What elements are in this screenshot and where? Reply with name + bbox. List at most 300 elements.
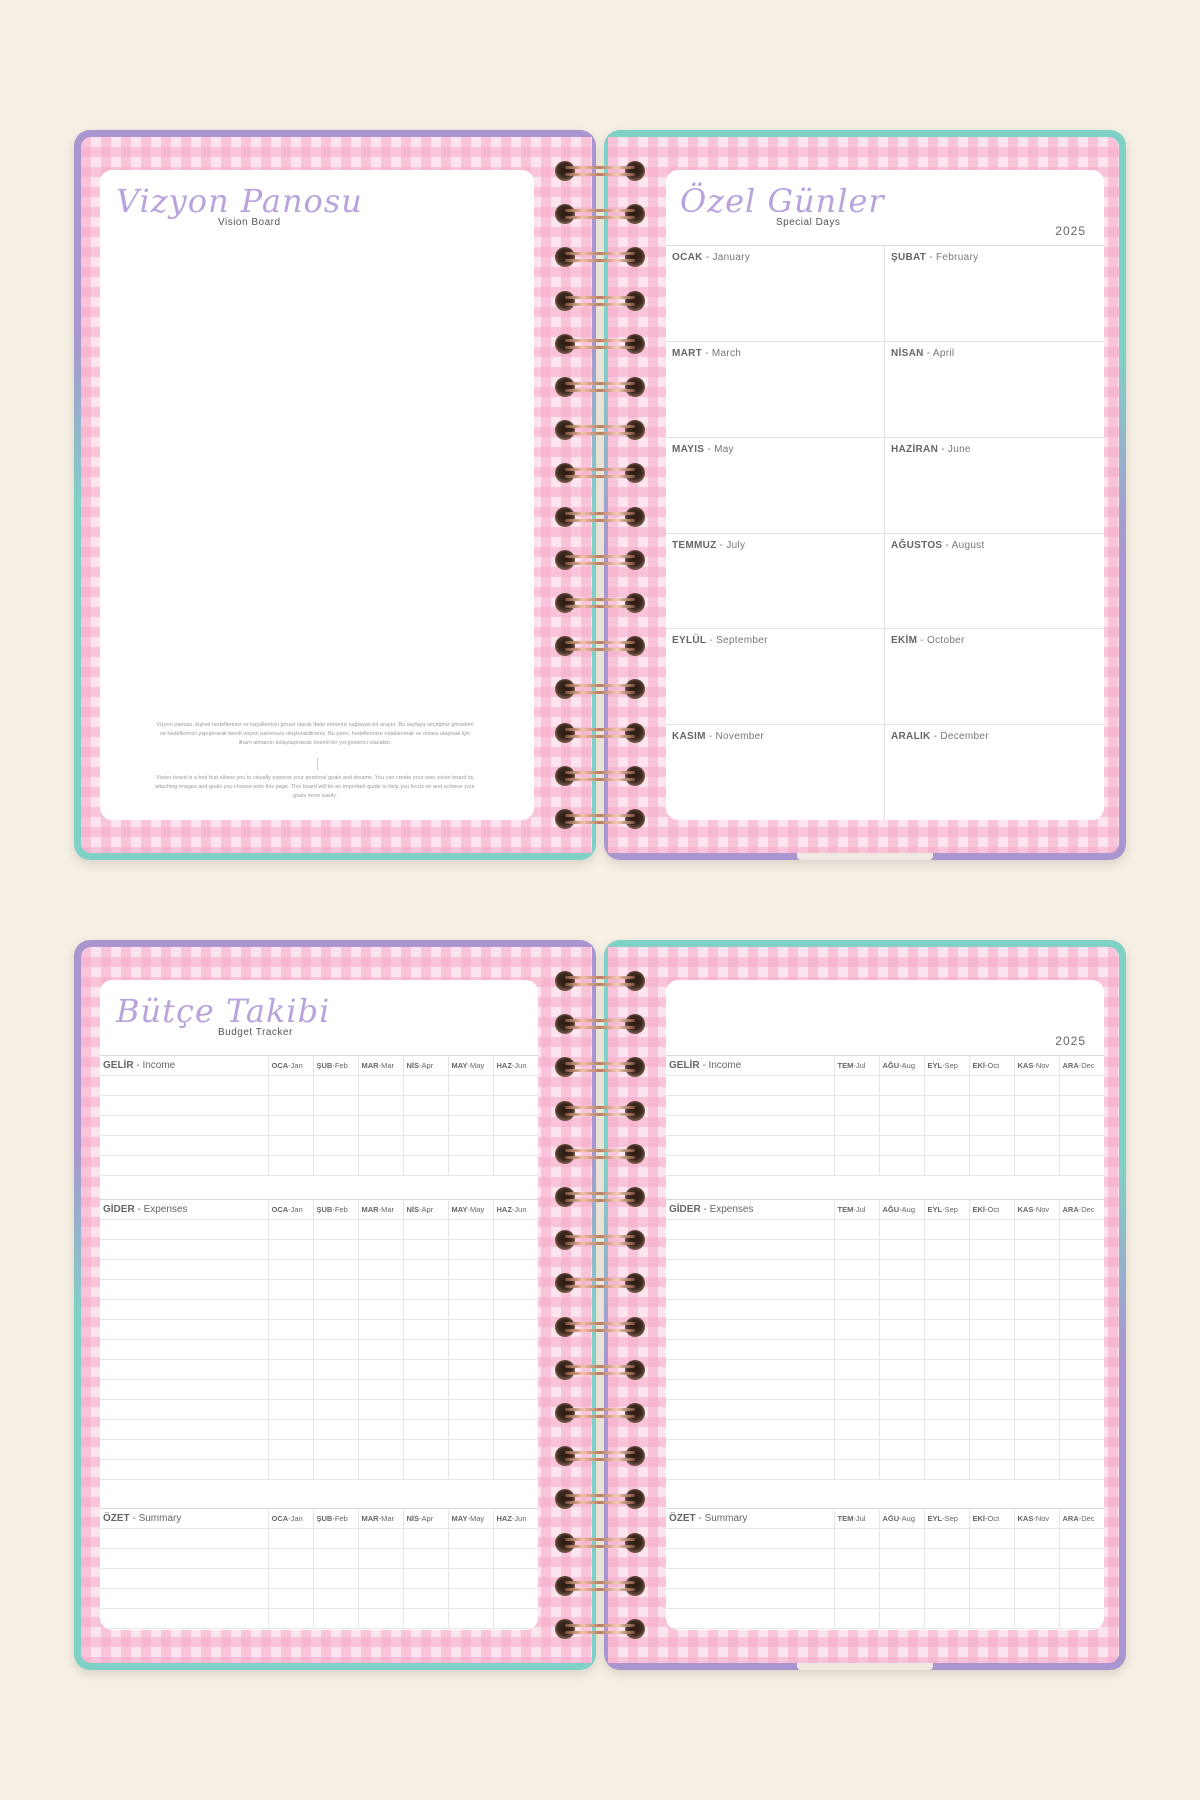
amount-cell[interactable]: [493, 1460, 538, 1480]
amount-cell[interactable]: [969, 1380, 1014, 1400]
amount-cell[interactable]: [313, 1300, 358, 1320]
amount-cell[interactable]: [969, 1360, 1014, 1380]
amount-cell[interactable]: [1059, 1400, 1104, 1420]
amount-cell[interactable]: [969, 1320, 1014, 1340]
amount-cell[interactable]: [879, 1440, 924, 1460]
entry-label-cell[interactable]: [100, 1300, 268, 1320]
amount-cell[interactable]: [268, 1569, 313, 1589]
amount-cell[interactable]: [493, 1589, 538, 1609]
amount-cell[interactable]: [834, 1320, 879, 1340]
amount-cell[interactable]: [448, 1360, 493, 1380]
amount-cell[interactable]: [1014, 1076, 1059, 1096]
amount-cell[interactable]: [268, 1280, 313, 1300]
amount-cell[interactable]: [969, 1440, 1014, 1460]
amount-cell[interactable]: [924, 1609, 969, 1629]
amount-cell[interactable]: [313, 1589, 358, 1609]
amount-cell[interactable]: [403, 1549, 448, 1569]
amount-cell[interactable]: [358, 1380, 403, 1400]
entry-label-cell[interactable]: [666, 1380, 834, 1400]
amount-cell[interactable]: [403, 1589, 448, 1609]
amount-cell[interactable]: [1059, 1529, 1104, 1549]
amount-cell[interactable]: [969, 1156, 1014, 1176]
amount-cell[interactable]: [403, 1300, 448, 1320]
amount-cell[interactable]: [493, 1240, 538, 1260]
amount-cell[interactable]: [879, 1569, 924, 1589]
amount-cell[interactable]: [1014, 1096, 1059, 1116]
amount-cell[interactable]: [358, 1569, 403, 1589]
amount-cell[interactable]: [493, 1260, 538, 1280]
amount-cell[interactable]: [969, 1609, 1014, 1629]
amount-cell[interactable]: [1014, 1340, 1059, 1360]
amount-cell[interactable]: [268, 1116, 313, 1136]
amount-cell[interactable]: [1014, 1549, 1059, 1569]
month-cell-december[interactable]: ARALIK - December: [885, 725, 1104, 820]
amount-cell[interactable]: [1059, 1420, 1104, 1440]
amount-cell[interactable]: [403, 1460, 448, 1480]
amount-cell[interactable]: [268, 1549, 313, 1569]
amount-cell[interactable]: [313, 1136, 358, 1156]
entry-label-cell[interactable]: [666, 1569, 834, 1589]
amount-cell[interactable]: [924, 1589, 969, 1609]
amount-cell[interactable]: [834, 1156, 879, 1176]
amount-cell[interactable]: [403, 1260, 448, 1280]
entry-label-cell[interactable]: [666, 1156, 834, 1176]
amount-cell[interactable]: [924, 1380, 969, 1400]
amount-cell[interactable]: [493, 1116, 538, 1136]
amount-cell[interactable]: [268, 1320, 313, 1340]
amount-cell[interactable]: [493, 1549, 538, 1569]
amount-cell[interactable]: [834, 1300, 879, 1320]
amount-cell[interactable]: [313, 1529, 358, 1549]
amount-cell[interactable]: [313, 1340, 358, 1360]
amount-cell[interactable]: [448, 1076, 493, 1096]
amount-cell[interactable]: [1014, 1569, 1059, 1589]
entry-label-cell[interactable]: [666, 1220, 834, 1240]
amount-cell[interactable]: [403, 1320, 448, 1340]
month-cell-august[interactable]: AĞUSTOS - August: [885, 534, 1104, 630]
amount-cell[interactable]: [834, 1589, 879, 1609]
amount-cell[interactable]: [1014, 1320, 1059, 1340]
amount-cell[interactable]: [1059, 1136, 1104, 1156]
amount-cell[interactable]: [448, 1320, 493, 1340]
amount-cell[interactable]: [879, 1609, 924, 1629]
amount-cell[interactable]: [268, 1420, 313, 1440]
amount-cell[interactable]: [448, 1609, 493, 1629]
amount-cell[interactable]: [448, 1589, 493, 1609]
amount-cell[interactable]: [313, 1280, 358, 1300]
amount-cell[interactable]: [834, 1116, 879, 1136]
amount-cell[interactable]: [358, 1076, 403, 1096]
amount-cell[interactable]: [1014, 1589, 1059, 1609]
amount-cell[interactable]: [358, 1400, 403, 1420]
entry-label-cell[interactable]: [100, 1076, 268, 1096]
entry-label-cell[interactable]: [666, 1549, 834, 1569]
entry-label-cell[interactable]: [100, 1589, 268, 1609]
amount-cell[interactable]: [1059, 1260, 1104, 1280]
amount-cell[interactable]: [268, 1220, 313, 1240]
amount-cell[interactable]: [268, 1096, 313, 1116]
amount-cell[interactable]: [448, 1340, 493, 1360]
amount-cell[interactable]: [358, 1320, 403, 1340]
amount-cell[interactable]: [313, 1360, 358, 1380]
entry-label-cell[interactable]: [666, 1440, 834, 1460]
amount-cell[interactable]: [1059, 1609, 1104, 1629]
amount-cell[interactable]: [924, 1420, 969, 1440]
amount-cell[interactable]: [879, 1116, 924, 1136]
amount-cell[interactable]: [358, 1609, 403, 1629]
amount-cell[interactable]: [358, 1340, 403, 1360]
amount-cell[interactable]: [268, 1156, 313, 1176]
amount-cell[interactable]: [403, 1280, 448, 1300]
entry-label-cell[interactable]: [666, 1116, 834, 1136]
amount-cell[interactable]: [448, 1280, 493, 1300]
amount-cell[interactable]: [313, 1400, 358, 1420]
amount-cell[interactable]: [969, 1460, 1014, 1480]
amount-cell[interactable]: [358, 1300, 403, 1320]
amount-cell[interactable]: [834, 1460, 879, 1480]
amount-cell[interactable]: [448, 1380, 493, 1400]
entry-label-cell[interactable]: [666, 1136, 834, 1156]
amount-cell[interactable]: [403, 1440, 448, 1460]
amount-cell[interactable]: [403, 1340, 448, 1360]
amount-cell[interactable]: [834, 1400, 879, 1420]
amount-cell[interactable]: [1014, 1529, 1059, 1549]
entry-label-cell[interactable]: [100, 1320, 268, 1340]
amount-cell[interactable]: [1014, 1440, 1059, 1460]
amount-cell[interactable]: [924, 1529, 969, 1549]
amount-cell[interactable]: [969, 1260, 1014, 1280]
amount-cell[interactable]: [1014, 1136, 1059, 1156]
entry-label-cell[interactable]: [666, 1340, 834, 1360]
amount-cell[interactable]: [493, 1136, 538, 1156]
amount-cell[interactable]: [834, 1076, 879, 1096]
amount-cell[interactable]: [358, 1420, 403, 1440]
amount-cell[interactable]: [969, 1136, 1014, 1156]
amount-cell[interactable]: [448, 1260, 493, 1280]
amount-cell[interactable]: [493, 1280, 538, 1300]
month-cell-may[interactable]: MAYIS - May: [666, 438, 885, 534]
amount-cell[interactable]: [1014, 1609, 1059, 1629]
amount-cell[interactable]: [1014, 1260, 1059, 1280]
amount-cell[interactable]: [969, 1569, 1014, 1589]
amount-cell[interactable]: [268, 1589, 313, 1609]
amount-cell[interactable]: [268, 1136, 313, 1156]
amount-cell[interactable]: [924, 1280, 969, 1300]
amount-cell[interactable]: [313, 1260, 358, 1280]
amount-cell[interactable]: [448, 1220, 493, 1240]
month-cell-november[interactable]: KASIM - November: [666, 725, 885, 820]
amount-cell[interactable]: [879, 1300, 924, 1320]
amount-cell[interactable]: [403, 1096, 448, 1116]
amount-cell[interactable]: [493, 1360, 538, 1380]
amount-cell[interactable]: [403, 1360, 448, 1380]
amount-cell[interactable]: [969, 1220, 1014, 1240]
amount-cell[interactable]: [1059, 1320, 1104, 1340]
amount-cell[interactable]: [879, 1156, 924, 1176]
month-cell-june[interactable]: HAZİRAN - June: [885, 438, 1104, 534]
amount-cell[interactable]: [1059, 1360, 1104, 1380]
amount-cell[interactable]: [879, 1549, 924, 1569]
amount-cell[interactable]: [879, 1380, 924, 1400]
amount-cell[interactable]: [834, 1280, 879, 1300]
amount-cell[interactable]: [1059, 1096, 1104, 1116]
amount-cell[interactable]: [493, 1096, 538, 1116]
amount-cell[interactable]: [313, 1116, 358, 1136]
amount-cell[interactable]: [268, 1260, 313, 1280]
amount-cell[interactable]: [493, 1300, 538, 1320]
entry-label-cell[interactable]: [666, 1360, 834, 1380]
amount-cell[interactable]: [834, 1240, 879, 1260]
entry-label-cell[interactable]: [666, 1280, 834, 1300]
amount-cell[interactable]: [268, 1380, 313, 1400]
amount-cell[interactable]: [448, 1096, 493, 1116]
amount-cell[interactable]: [1059, 1116, 1104, 1136]
amount-cell[interactable]: [448, 1136, 493, 1156]
amount-cell[interactable]: [448, 1460, 493, 1480]
amount-cell[interactable]: [313, 1240, 358, 1260]
amount-cell[interactable]: [268, 1609, 313, 1629]
amount-cell[interactable]: [879, 1589, 924, 1609]
entry-label-cell[interactable]: [100, 1280, 268, 1300]
amount-cell[interactable]: [493, 1609, 538, 1629]
entry-label-cell[interactable]: [100, 1420, 268, 1440]
entry-label-cell[interactable]: [666, 1240, 834, 1260]
entry-label-cell[interactable]: [100, 1096, 268, 1116]
amount-cell[interactable]: [313, 1440, 358, 1460]
amount-cell[interactable]: [493, 1400, 538, 1420]
amount-cell[interactable]: [1014, 1460, 1059, 1480]
amount-cell[interactable]: [403, 1400, 448, 1420]
amount-cell[interactable]: [969, 1589, 1014, 1609]
amount-cell[interactable]: [403, 1220, 448, 1240]
amount-cell[interactable]: [834, 1096, 879, 1116]
amount-cell[interactable]: [268, 1440, 313, 1460]
amount-cell[interactable]: [313, 1380, 358, 1400]
entry-label-cell[interactable]: [100, 1400, 268, 1420]
amount-cell[interactable]: [969, 1096, 1014, 1116]
amount-cell[interactable]: [358, 1549, 403, 1569]
amount-cell[interactable]: [1059, 1300, 1104, 1320]
month-cell-october[interactable]: EKİM - October: [885, 629, 1104, 725]
amount-cell[interactable]: [834, 1260, 879, 1280]
month-cell-march[interactable]: MART - March: [666, 342, 885, 438]
amount-cell[interactable]: [924, 1116, 969, 1136]
amount-cell[interactable]: [879, 1420, 924, 1440]
entry-label-cell[interactable]: [100, 1569, 268, 1589]
amount-cell[interactable]: [834, 1380, 879, 1400]
amount-cell[interactable]: [924, 1240, 969, 1260]
entry-label-cell[interactable]: [666, 1529, 834, 1549]
vision-board-card[interactable]: [100, 170, 534, 820]
amount-cell[interactable]: [358, 1589, 403, 1609]
amount-cell[interactable]: [924, 1300, 969, 1320]
entry-label-cell[interactable]: [666, 1400, 834, 1420]
amount-cell[interactable]: [1014, 1300, 1059, 1320]
amount-cell[interactable]: [358, 1136, 403, 1156]
entry-label-cell[interactable]: [100, 1136, 268, 1156]
amount-cell[interactable]: [448, 1116, 493, 1136]
month-cell-february[interactable]: ŞUBAT - February: [885, 246, 1104, 342]
amount-cell[interactable]: [493, 1076, 538, 1096]
amount-cell[interactable]: [924, 1320, 969, 1340]
amount-cell[interactable]: [969, 1340, 1014, 1360]
amount-cell[interactable]: [403, 1136, 448, 1156]
amount-cell[interactable]: [834, 1360, 879, 1380]
amount-cell[interactable]: [403, 1420, 448, 1440]
month-cell-january[interactable]: OCAK - January: [666, 246, 885, 342]
amount-cell[interactable]: [268, 1340, 313, 1360]
amount-cell[interactable]: [969, 1400, 1014, 1420]
amount-cell[interactable]: [448, 1549, 493, 1569]
amount-cell[interactable]: [924, 1136, 969, 1156]
amount-cell[interactable]: [924, 1096, 969, 1116]
amount-cell[interactable]: [879, 1529, 924, 1549]
amount-cell[interactable]: [1059, 1220, 1104, 1240]
amount-cell[interactable]: [1059, 1240, 1104, 1260]
amount-cell[interactable]: [358, 1529, 403, 1549]
amount-cell[interactable]: [1059, 1380, 1104, 1400]
amount-cell[interactable]: [1014, 1220, 1059, 1240]
amount-cell[interactable]: [358, 1440, 403, 1460]
entry-label-cell[interactable]: [100, 1220, 268, 1240]
amount-cell[interactable]: [969, 1300, 1014, 1320]
amount-cell[interactable]: [403, 1076, 448, 1096]
amount-cell[interactable]: [879, 1340, 924, 1360]
amount-cell[interactable]: [834, 1440, 879, 1460]
amount-cell[interactable]: [313, 1076, 358, 1096]
amount-cell[interactable]: [969, 1549, 1014, 1569]
amount-cell[interactable]: [969, 1240, 1014, 1260]
amount-cell[interactable]: [1059, 1549, 1104, 1569]
entry-label-cell[interactable]: [666, 1300, 834, 1320]
amount-cell[interactable]: [879, 1400, 924, 1420]
amount-cell[interactable]: [834, 1220, 879, 1240]
amount-cell[interactable]: [403, 1529, 448, 1549]
amount-cell[interactable]: [313, 1156, 358, 1176]
amount-cell[interactable]: [924, 1076, 969, 1096]
amount-cell[interactable]: [924, 1156, 969, 1176]
amount-cell[interactable]: [268, 1300, 313, 1320]
amount-cell[interactable]: [924, 1360, 969, 1380]
amount-cell[interactable]: [448, 1420, 493, 1440]
amount-cell[interactable]: [879, 1360, 924, 1380]
amount-cell[interactable]: [1014, 1360, 1059, 1380]
amount-cell[interactable]: [834, 1136, 879, 1156]
amount-cell[interactable]: [313, 1320, 358, 1340]
amount-cell[interactable]: [268, 1529, 313, 1549]
amount-cell[interactable]: [358, 1260, 403, 1280]
amount-cell[interactable]: [834, 1569, 879, 1589]
amount-cell[interactable]: [448, 1569, 493, 1589]
amount-cell[interactable]: [403, 1609, 448, 1629]
amount-cell[interactable]: [358, 1360, 403, 1380]
amount-cell[interactable]: [924, 1220, 969, 1240]
amount-cell[interactable]: [879, 1280, 924, 1300]
entry-label-cell[interactable]: [100, 1460, 268, 1480]
amount-cell[interactable]: [924, 1400, 969, 1420]
entry-label-cell[interactable]: [100, 1260, 268, 1280]
amount-cell[interactable]: [313, 1420, 358, 1440]
amount-cell[interactable]: [1014, 1280, 1059, 1300]
amount-cell[interactable]: [1059, 1440, 1104, 1460]
amount-cell[interactable]: [1059, 1569, 1104, 1589]
amount-cell[interactable]: [969, 1529, 1014, 1549]
amount-cell[interactable]: [313, 1096, 358, 1116]
entry-label-cell[interactable]: [100, 1549, 268, 1569]
amount-cell[interactable]: [834, 1549, 879, 1569]
entry-label-cell[interactable]: [666, 1609, 834, 1629]
amount-cell[interactable]: [1014, 1116, 1059, 1136]
amount-cell[interactable]: [493, 1420, 538, 1440]
amount-cell[interactable]: [834, 1420, 879, 1440]
amount-cell[interactable]: [448, 1240, 493, 1260]
amount-cell[interactable]: [924, 1460, 969, 1480]
amount-cell[interactable]: [879, 1096, 924, 1116]
amount-cell[interactable]: [1059, 1460, 1104, 1480]
amount-cell[interactable]: [834, 1609, 879, 1629]
amount-cell[interactable]: [493, 1529, 538, 1549]
amount-cell[interactable]: [493, 1220, 538, 1240]
amount-cell[interactable]: [268, 1460, 313, 1480]
amount-cell[interactable]: [969, 1280, 1014, 1300]
amount-cell[interactable]: [403, 1240, 448, 1260]
amount-cell[interactable]: [879, 1220, 924, 1240]
amount-cell[interactable]: [493, 1440, 538, 1460]
amount-cell[interactable]: [358, 1280, 403, 1300]
amount-cell[interactable]: [969, 1420, 1014, 1440]
amount-cell[interactable]: [358, 1156, 403, 1176]
amount-cell[interactable]: [1014, 1400, 1059, 1420]
amount-cell[interactable]: [493, 1380, 538, 1400]
amount-cell[interactable]: [448, 1400, 493, 1420]
amount-cell[interactable]: [493, 1569, 538, 1589]
entry-label-cell[interactable]: [666, 1420, 834, 1440]
amount-cell[interactable]: [924, 1549, 969, 1569]
entry-label-cell[interactable]: [100, 1609, 268, 1629]
entry-label-cell[interactable]: [100, 1116, 268, 1136]
amount-cell[interactable]: [879, 1460, 924, 1480]
amount-cell[interactable]: [313, 1549, 358, 1569]
amount-cell[interactable]: [403, 1569, 448, 1589]
amount-cell[interactable]: [924, 1260, 969, 1280]
entry-label-cell[interactable]: [666, 1096, 834, 1116]
month-cell-april[interactable]: NİSAN - April: [885, 342, 1104, 438]
amount-cell[interactable]: [1059, 1156, 1104, 1176]
amount-cell[interactable]: [879, 1320, 924, 1340]
month-cell-september[interactable]: EYLÜL - September: [666, 629, 885, 725]
amount-cell[interactable]: [358, 1240, 403, 1260]
amount-cell[interactable]: [834, 1529, 879, 1549]
amount-cell[interactable]: [403, 1116, 448, 1136]
amount-cell[interactable]: [493, 1156, 538, 1176]
entry-label-cell[interactable]: [666, 1260, 834, 1280]
amount-cell[interactable]: [313, 1220, 358, 1240]
entry-label-cell[interactable]: [100, 1360, 268, 1380]
amount-cell[interactable]: [1014, 1156, 1059, 1176]
amount-cell[interactable]: [1059, 1280, 1104, 1300]
amount-cell[interactable]: [268, 1076, 313, 1096]
entry-label-cell[interactable]: [666, 1076, 834, 1096]
amount-cell[interactable]: [924, 1440, 969, 1460]
amount-cell[interactable]: [448, 1529, 493, 1549]
amount-cell[interactable]: [268, 1360, 313, 1380]
amount-cell[interactable]: [448, 1156, 493, 1176]
amount-cell[interactable]: [1014, 1420, 1059, 1440]
amount-cell[interactable]: [358, 1116, 403, 1136]
amount-cell[interactable]: [268, 1240, 313, 1260]
amount-cell[interactable]: [403, 1156, 448, 1176]
amount-cell[interactable]: [403, 1380, 448, 1400]
